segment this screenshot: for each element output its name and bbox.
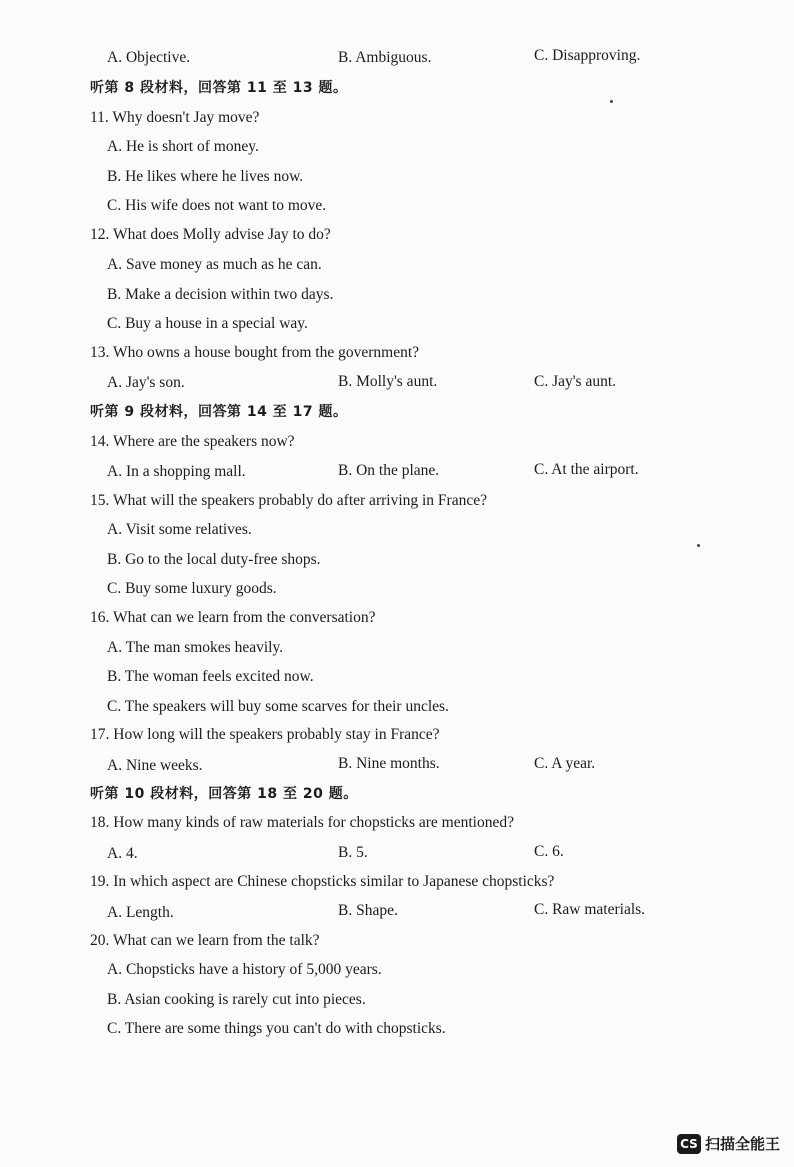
q19-option-b: B. Shape.: [338, 902, 398, 919]
q13-option-a: A. Jay's son.: [107, 374, 185, 391]
q14-question: 14. Where are the speakers now?: [90, 433, 295, 450]
q15-option-a: A. Visit some relatives.: [107, 521, 252, 538]
q15-option-b: B. Go to the local duty-free shops.: [107, 551, 321, 568]
q14-option-c: C. At the airport.: [534, 461, 639, 478]
q15-question: 15. What will the speakers probably do after arriving in France?: [90, 492, 487, 509]
q12-option-b: B. Make a decision within two days.: [107, 286, 334, 303]
scan-speck: [697, 544, 700, 547]
q10-option-c: C. Disapproving.: [534, 47, 641, 64]
q19-option-a: A. Length.: [107, 904, 174, 921]
q18-option-a: A. 4.: [107, 845, 138, 862]
q17-option-c: C. A year.: [534, 755, 596, 772]
q13-option-b: B. Molly's aunt.: [338, 373, 438, 390]
scan-speck: [610, 100, 613, 103]
q16-option-b: B. The woman feels excited now.: [107, 668, 314, 685]
q12-option-a: A. Save money as much as he can.: [107, 256, 322, 273]
q13-option-c: C. Jay's aunt.: [534, 373, 617, 390]
q11-option-a: A. He is short of money.: [107, 138, 259, 155]
q17-question: 17. How long will the speakers probably stay in France?: [90, 726, 440, 743]
q15-option-c: C. Buy some luxury goods.: [107, 580, 277, 597]
section-9-instruction: 听第 9 段材料，回答第 14 至 17 题。: [90, 404, 348, 420]
q17-option-a: A. Nine weeks.: [107, 757, 203, 774]
q11-option-b: B. He likes where he lives now.: [107, 168, 304, 185]
q20-question: 20. What can we learn from the talk?: [90, 932, 320, 949]
q11-option-c: C. His wife does not want to move.: [107, 197, 327, 214]
q19-question: 19. In which aspect are Chinese chopsticks similar to Japanese chopsticks?: [90, 873, 555, 890]
q18-option-b: B. 5.: [338, 844, 368, 861]
q13-question: 13. Who owns a house bought from the government?: [90, 344, 420, 361]
q18-question: 18. How many kinds of raw materials for chopsticks are mentioned?: [90, 814, 514, 831]
q19-option-c: C. Raw materials.: [534, 901, 646, 918]
q14-option-a: A. In a shopping mall.: [107, 463, 246, 480]
scanner-logo-icon: CS: [677, 1134, 701, 1154]
section-8-instruction: 听第 8 段材料，回答第 11 至 13 题。: [90, 80, 348, 96]
q12-option-c: C. Buy a house in a special way.: [107, 315, 308, 332]
q11-question: 11. Why doesn't Jay move?: [90, 109, 260, 126]
q10-option-b: B. Ambiguous.: [338, 49, 432, 66]
scanner-watermark: [677, 1133, 780, 1154]
q18-option-c: C. 6.: [534, 843, 564, 860]
q16-option-a: A. The man smokes heavily.: [107, 639, 284, 656]
q10-option-a: A. Objective.: [107, 49, 191, 66]
q17-option-b: B. Nine months.: [338, 755, 440, 772]
q14-option-b: B. On the plane.: [338, 462, 440, 479]
q16-option-c: C. The speakers will buy some scarves for their uncles.: [107, 698, 449, 715]
q20-option-a: A. Chopsticks have a history of 5,000 years.: [107, 961, 382, 978]
q20-option-b: B. Asian cooking is rarely cut into pieces.: [107, 991, 366, 1008]
scanner-watermark-text: 扫描全能王: [704, 1135, 780, 1153]
section-10-instruction: 听第 10 段材料，回答第 18 至 20 题。: [90, 786, 358, 802]
q12-question: 12. What does Molly advise Jay to do?: [90, 226, 331, 243]
q16-question: 16. What can we learn from the conversation?: [90, 609, 376, 626]
q20-option-c: C. There are some things you can't do with chopsticks.: [107, 1020, 446, 1037]
